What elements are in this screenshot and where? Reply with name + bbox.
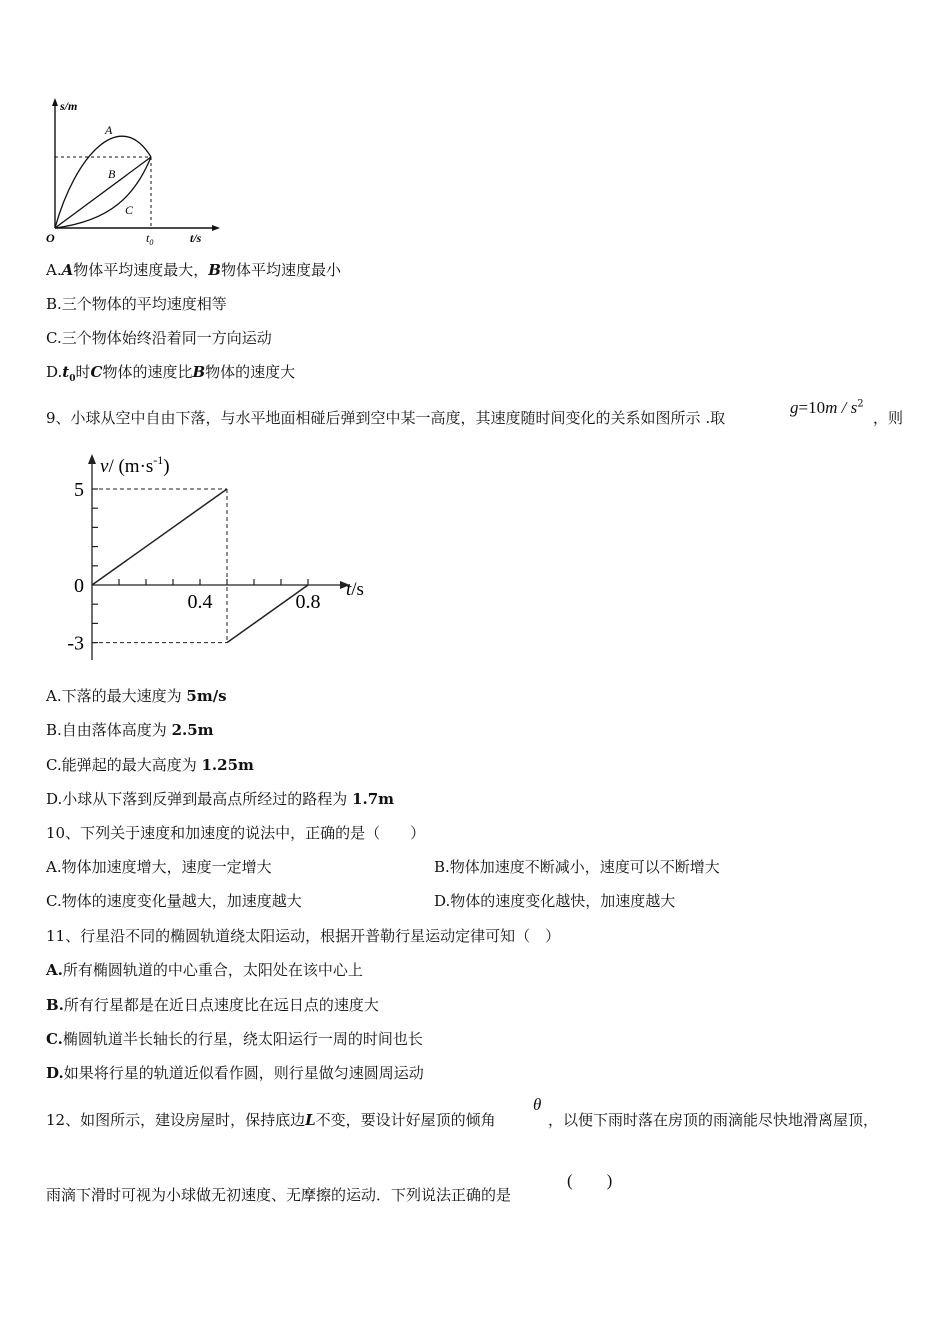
q9-y-tick-label: -3 xyxy=(67,632,84,655)
q8-t0: $t_0$ xyxy=(146,231,154,247)
q8-curve-B xyxy=(55,157,151,228)
q8-label-A: A xyxy=(105,123,113,137)
q12-stem-line1-end: ，以便下雨时落在房顶的雨滴能尽快地滑离屋顶， xyxy=(548,1111,879,1129)
q12-theta: θ xyxy=(533,1095,542,1114)
q8-xlabel: t/s xyxy=(190,231,202,245)
q8-option-c: C.三个物体始终沿着同一方向运动 xyxy=(46,329,272,347)
q11-option-a: A.所有椭圆轨道的中心重合，太阳处在该中心上 xyxy=(46,961,363,979)
q8-ylabel: s/m xyxy=(60,99,78,113)
q9-vt-chart xyxy=(50,450,380,665)
q9-option-a: A.下落的最大速度为 5m/s xyxy=(46,687,227,705)
q8-x-arrow xyxy=(212,225,220,231)
q9-stem-end: ，则 xyxy=(873,409,904,427)
q12-answer-paren: ( ) xyxy=(567,1171,613,1190)
q9-x-tick-label: 0.8 xyxy=(295,591,321,613)
q10-stem: 10、下列关于速度和加速度的说法中，正确的是（ ） xyxy=(46,824,426,842)
q8-label-C: C xyxy=(125,203,134,217)
q9-g-formula: $g=10m / s^2$ xyxy=(790,398,864,417)
q10-option-b: B.物体加速度不断减小，速度可以不断增大 xyxy=(434,858,720,876)
q11-option-b: B.所有行星都是在近日点速度比在远日点的速度大 xyxy=(46,996,379,1014)
q8-origin: O xyxy=(46,231,55,245)
q11-option-c: C.椭圆轨道半长轴长的行星，绕太阳运行一周的时间也长 xyxy=(46,1030,423,1048)
q12-stem-line2: 雨滴下滑时可视为小球做无初速度、无摩擦的运动．下列说法正确的是 xyxy=(46,1186,512,1204)
q9-y-tick-label: 5 xyxy=(74,479,84,501)
q9-ylabel: v/ $(m\cdot s^{-1})$ xyxy=(100,453,170,477)
q8-option-b: B.三个物体的平均速度相等 xyxy=(46,295,227,313)
q10-option-a: A.物体加速度增大，速度一定增大 xyxy=(46,858,272,876)
q9-xlabel: t/s xyxy=(346,579,364,600)
q8-option-d: $D.t_0$时C物体的速度比B物体的速度大 xyxy=(46,363,296,384)
q9-y-tick-label: 0 xyxy=(74,575,84,597)
q9-y-arrow xyxy=(88,454,96,464)
q9-x-tick-label: 0.4 xyxy=(187,591,213,613)
q11-stem: 11、行星沿不同的椭圆轨道绕太阳运动，根据开普勒行星运动定律可知（ ） xyxy=(46,927,561,945)
q8-y-arrow xyxy=(52,98,58,106)
q10-option-d: D.物体的速度变化越快，加速度越大 xyxy=(434,892,676,910)
q9-stem: 9、小球从空中自由下落，与水平地面相碰后弹到空中某一高度，其速度随时间变化的关系如图所示 .取 xyxy=(46,409,726,427)
q11-option-d: D.如果将行星的轨道近似看作圆，则行星做匀速圆周运动 xyxy=(46,1064,424,1082)
q9-option-b: B.自由落体高度为 2.5m xyxy=(46,721,214,739)
q10-option-c: C.物体的速度变化量越大，加速度越大 xyxy=(46,892,302,910)
q9-option-c: C.能弹起的最大高度为 1.25m xyxy=(46,756,254,774)
q8-option-a: A.A物体平均速度最大，B物体平均速度最小 xyxy=(46,261,341,279)
q12-stem-line1: 12、如图所示，建设房屋时，保持底边L不变，要设计好屋顶的倾角 xyxy=(46,1111,496,1129)
q9-option-d: D.小球从下落到反弹到最高点所经过的路程为 1.7m xyxy=(46,790,395,808)
q8-st-graph xyxy=(40,96,220,248)
q9-series-line-1 xyxy=(92,489,227,585)
q8-label-B: B xyxy=(108,167,116,181)
